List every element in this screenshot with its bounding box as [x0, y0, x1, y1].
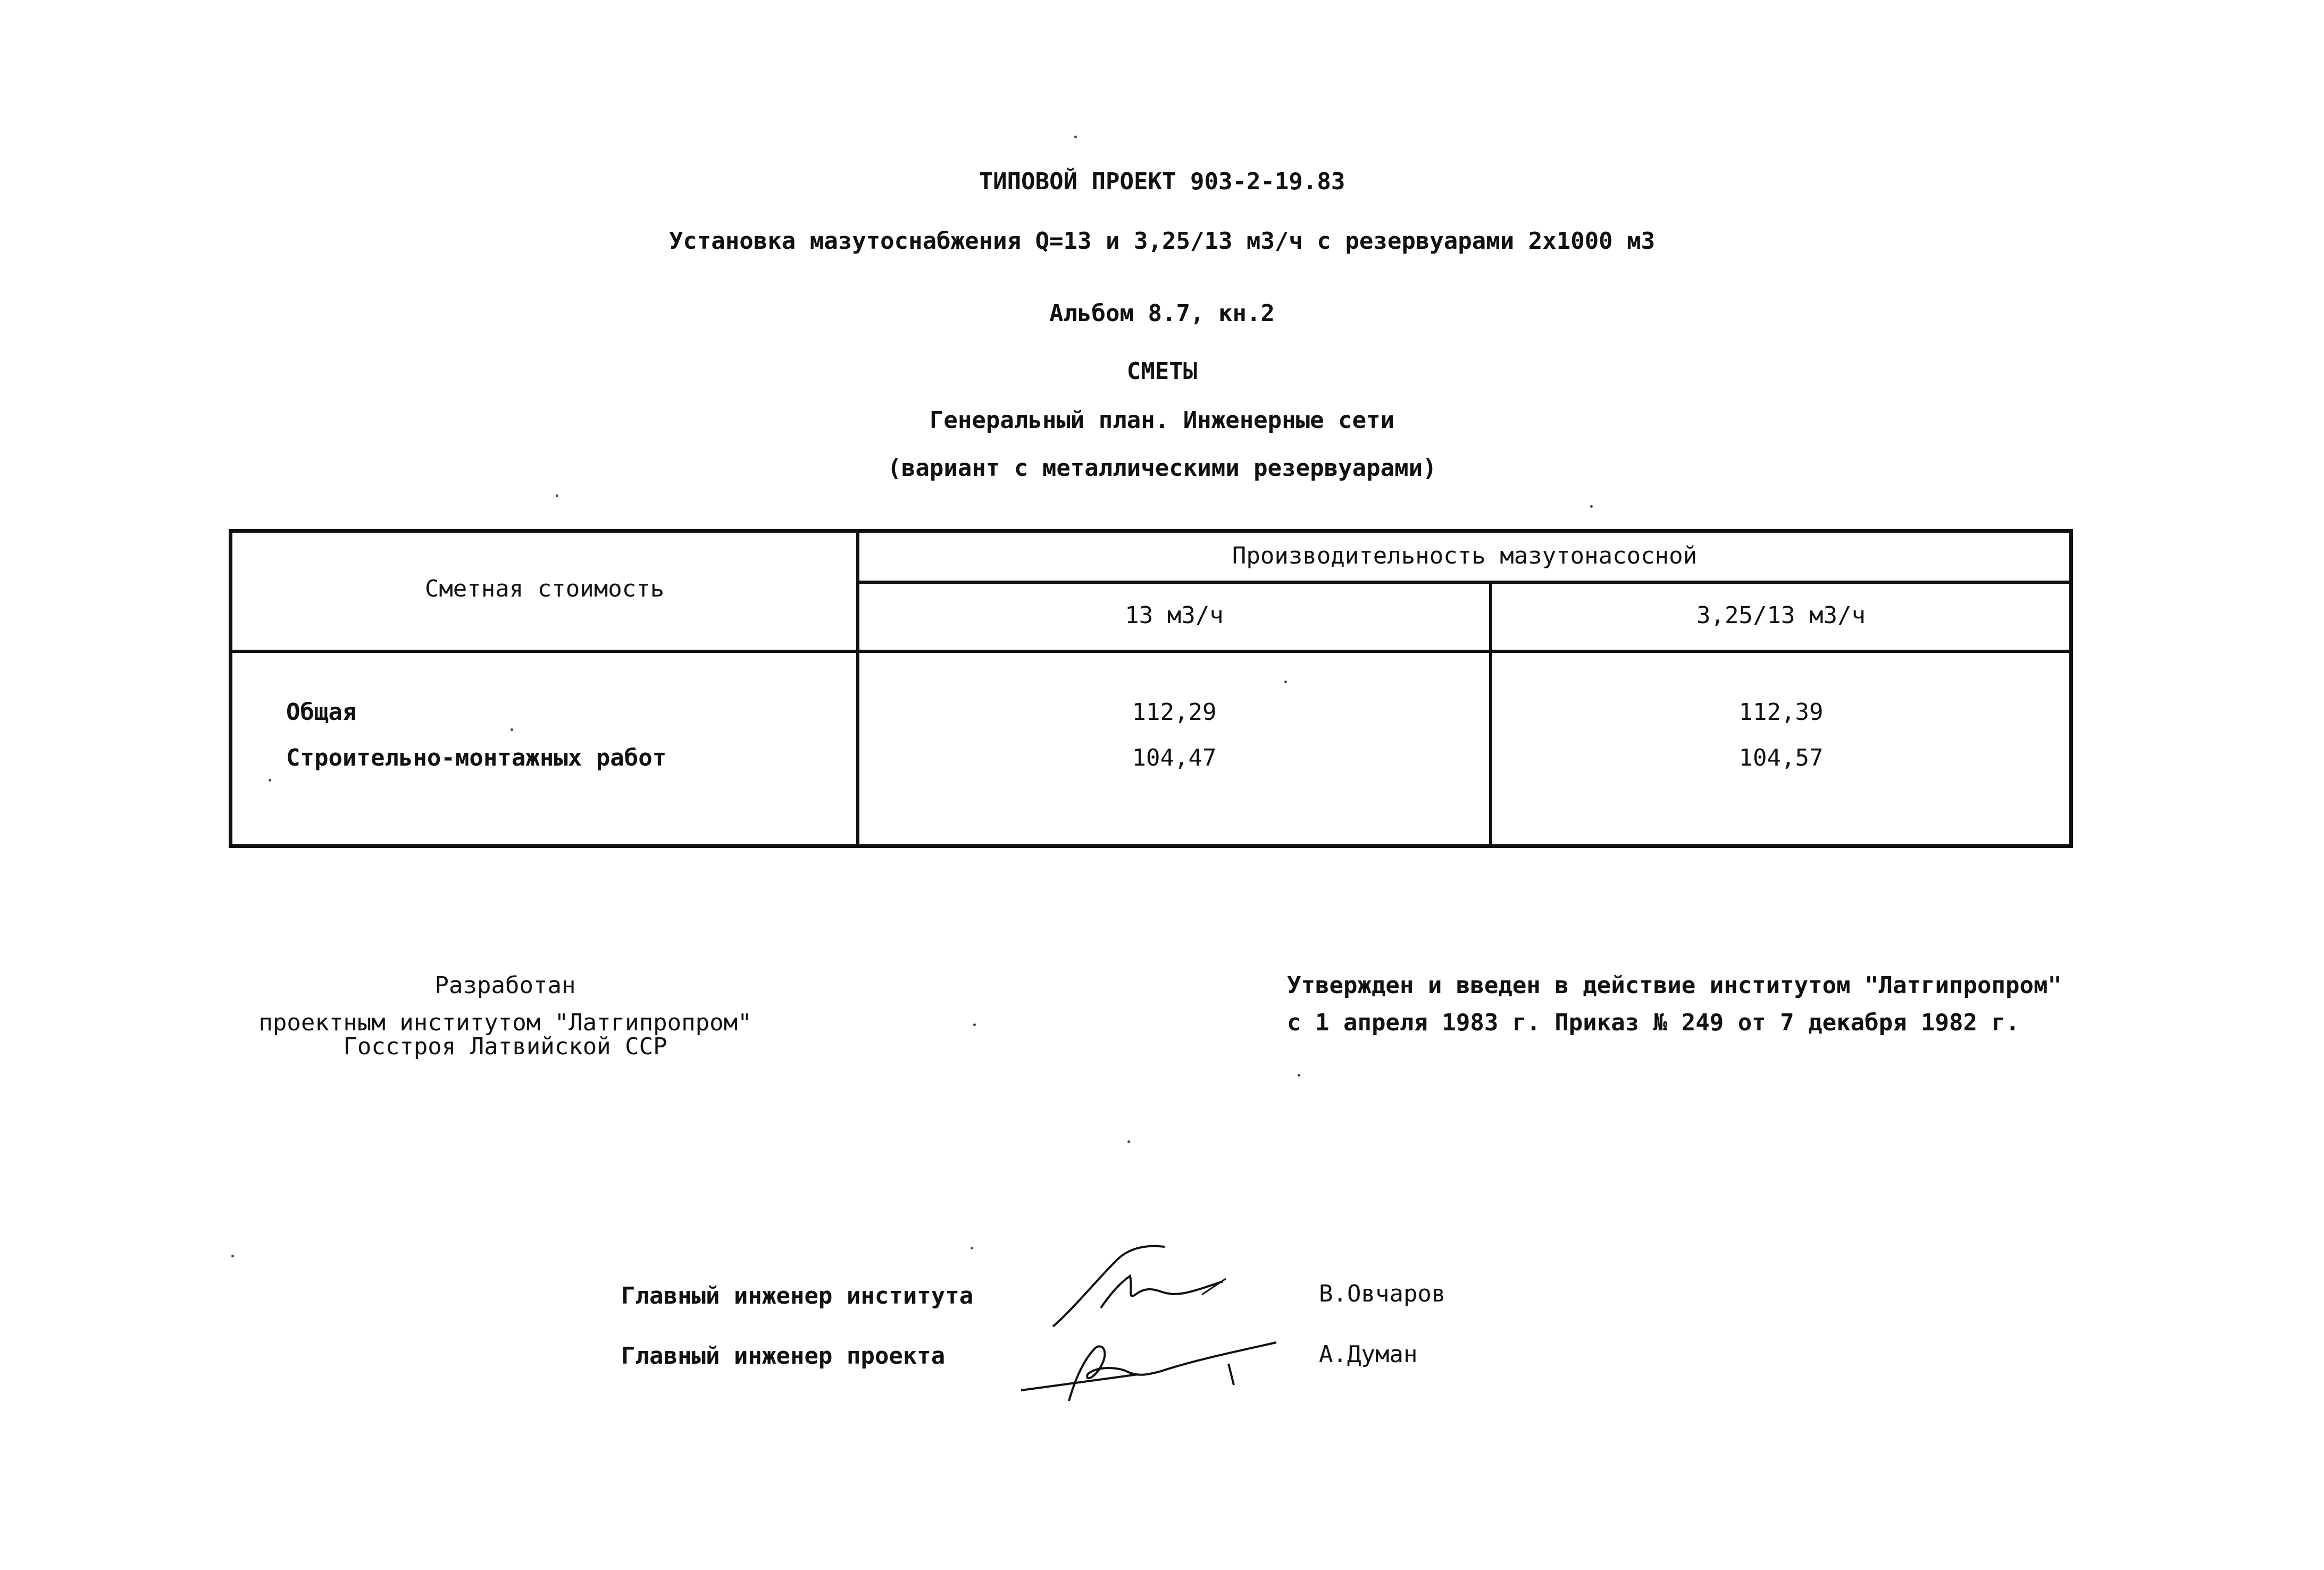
project-subject: Установка мазутоснабжения Q=13 и 3,25/13 м3/ч с резервуарами 2х1000 м3: [668, 228, 1656, 255]
scan-speck: [971, 1247, 973, 1249]
scan-speck: [1298, 1074, 1300, 1077]
handwritten-signature: [1042, 1239, 1244, 1334]
scan-speck: [973, 1023, 976, 1026]
row-label-total: Общая: [286, 699, 357, 726]
scan-speck: [1590, 505, 1593, 508]
signatory-name: В.Овчаров: [1319, 1280, 1446, 1307]
table-cell: 104,57: [1738, 744, 1824, 771]
table-cell: 112,29: [1132, 699, 1217, 726]
group-header: Производительность мазутонасосной: [1232, 542, 1698, 569]
row-label-construction: Строительно-монтажных работ: [286, 744, 667, 771]
variant-title: (вариант с металлическими резервуарами): [887, 455, 1437, 482]
album-number: Альбом 8.7, кн.2: [1049, 300, 1275, 327]
signature-role: Главный инженер института: [621, 1282, 974, 1309]
developed-institute: проектным институтом "Латгипропром": [258, 1009, 752, 1036]
scan-speck: [231, 1255, 234, 1257]
signatory-name: А.Думан: [1319, 1341, 1418, 1368]
table-divider-horizontal: [858, 581, 2071, 584]
scan-speck: [1127, 1140, 1130, 1143]
scan-speck: [269, 779, 271, 782]
column-header-13: 13 м3/ч: [1125, 602, 1224, 629]
row-header: Сметная стоимость: [424, 575, 665, 602]
scan-speck: [1074, 136, 1077, 138]
plan-title: Генеральный план. Инженерные сети: [929, 407, 1395, 434]
section-title: СМЕТЫ: [1126, 358, 1198, 385]
scan-speck: [556, 494, 558, 497]
table-cell: 104,47: [1132, 744, 1217, 771]
approved-line-2: с 1 апреля 1983 г. Приказ № 249 от 7 декабря 1982 г.: [1287, 1009, 2020, 1036]
scan-speck: [1284, 681, 1287, 683]
table-cell: 112,39: [1738, 699, 1824, 726]
column-header-3-25: 3,25/13 м3/ч: [1696, 602, 1866, 629]
scan-speck: [511, 728, 513, 731]
developed-authority: Госстроя Латвийской ССР: [343, 1033, 667, 1060]
developed-label: Разработан: [434, 972, 576, 999]
handwritten-signature: [1016, 1324, 1292, 1409]
approved-line-1: Утвержден и введен в действие институтом "Латгипропром": [1287, 972, 2062, 999]
project-number: ТИПОВОЙ ПРОЕКТ 903-2-19.83: [979, 168, 1345, 195]
table-header-divider: [231, 650, 2071, 653]
signature-role: Главный инженер проекта: [621, 1342, 946, 1370]
